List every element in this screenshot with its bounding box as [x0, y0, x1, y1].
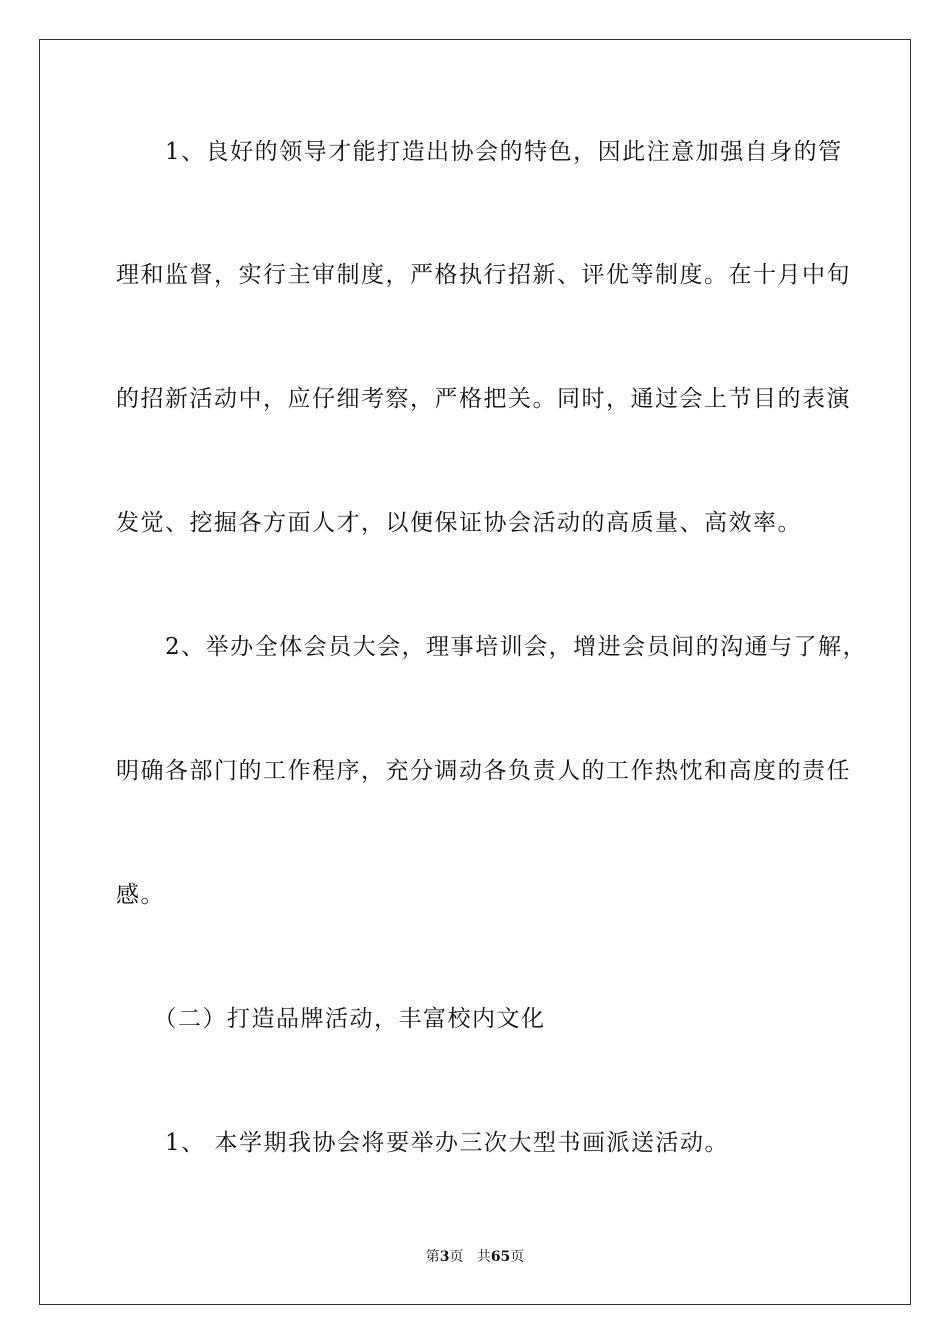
- page-prefix: 第: [425, 1249, 440, 1265]
- text-line-1: 1、良好的领导才能打造出协会的特色，因此注意加强自身的管: [116, 139, 843, 165]
- page-footer: [0, 1248, 950, 1266]
- text-line-7: 感。: [116, 882, 165, 908]
- total-suffix: 页: [510, 1249, 525, 1265]
- text-line-2: 理和监督，实行主审制度，严格执行招新、评优等制度。在十月中旬: [116, 262, 851, 288]
- text-line-9: 1、 本学期我协会将要举办三次大型书画派送活动。: [116, 1130, 729, 1156]
- page-border: [39, 39, 911, 1305]
- text-line-3: 的招新活动中，应仔细考察，严格把关。同时，通过会上节目的表演: [116, 386, 851, 412]
- page-number: 3: [439, 1249, 450, 1265]
- section-heading: （二）打造品牌活动，丰富校内文化: [116, 1006, 546, 1032]
- total-pages: 65: [490, 1249, 511, 1265]
- total-prefix: 共: [476, 1249, 491, 1265]
- text-line-4: 发觉、挖掘各方面人才，以便保证协会活动的高质量、高效率。: [116, 510, 802, 536]
- page-suffix: 页: [449, 1249, 464, 1265]
- text-line-5: 2、举办全体会员大会，理事培训会，增进会员间的沟通与了解，: [116, 634, 868, 660]
- text-line-6: 明确各部门的工作程序，充分调动各负责人的工作热忱和高度的责任: [116, 758, 851, 784]
